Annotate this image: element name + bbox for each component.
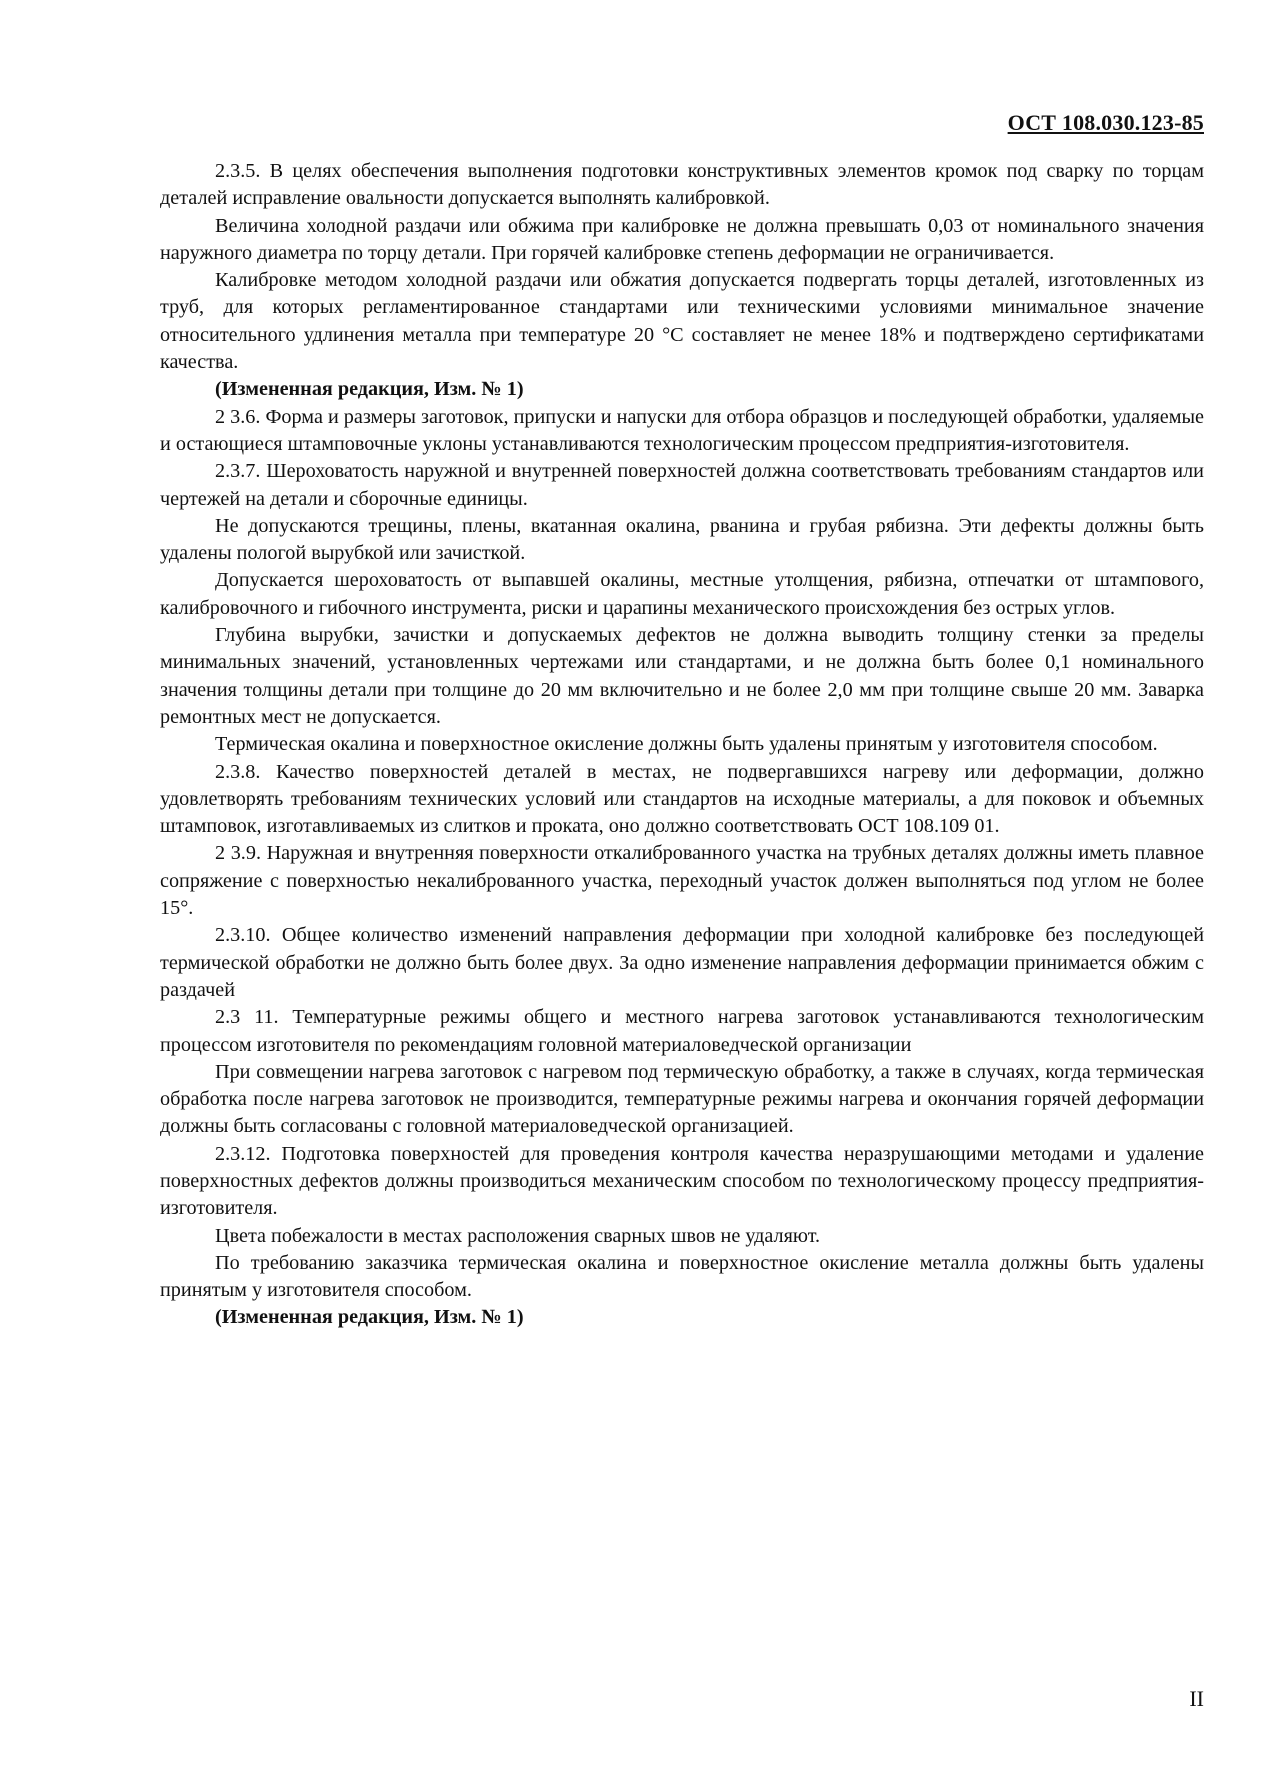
paragraph: 2 3.9. Наружная и внутренняя поверхности откалиброванного участка на трубных деталях должны иметь плавное сопряжение с поверхностью некалиброванного участка, переходный участок должен выполняться под углом не более 15°.: [160, 842, 1204, 920]
paragraph: 2.3.12. Подготовка поверхностей для проведения контроля качества неразрушающими методами и удаление поверхностных дефектов должны производиться механическим способом по технологическому процессу предприятия-изготовителя.: [160, 1142, 1204, 1220]
paragraph: По требованию заказчика термическая окалина и поверхностное окисление металла должны быть удалены принятым у изготовителя способом.: [160, 1251, 1204, 1302]
paragraph: Термическая окалина и поверхностное окисление должны быть удалены принятым у изготовителя способом.: [215, 733, 1158, 756]
paragraph: 2.3.7. Шероховатость наружной и внутренней поверхностей должна соответствовать требованиям стандартов или чертежей на детали и сборочные единицы.: [160, 460, 1204, 510]
paragraph: 2.3.10. Общее количество изменений направления деформации при холодной калибровке без последующей термической обработки не должно быть более двух. За одно изменение направления деформации принимается обжим с раздачей: [160, 924, 1204, 1001]
paragraph: Величина холодной раздачи или обжима при калибровке не должна превышать 0,03 от номинального значения наружного диаметра по торцу детали. При горячей калибровке степень деформации не ограничивается.: [160, 214, 1204, 264]
page-number: II: [1189, 1686, 1204, 1711]
paragraph: 2.3.8. Качество поверхностей деталей в местах, не подвергавшихся нагреву или деформации, должно удовлетворять требованиям технических условий или стандартов на исходные материалы, а для поковок и объемных штамповок, изготавливаемых из слитков и проката, оно должно соответствовать ОСТ 108.109 01.: [160, 760, 1204, 838]
amendment-note: (Измененная редакция, Изм. № 1): [215, 378, 524, 401]
paragraph: Не допускаются трещины, плены, вкатанная окалина, рванина и грубая рябизна. Эти дефекты должны быть удалены пологой вырубкой или зачисткой.: [160, 514, 1204, 565]
paragraph: 2.3 11. Температурные режимы общего и местного нагрева заготовок устанавливаются технологическим процессом изготовителя по рекомендациям головной материаловедческой организации: [160, 1006, 1204, 1056]
paragraph: При совмещении нагрева заготовок с нагревом под термическую обработку, а также в случаях, когда термическая обработка после нагрева заготовок не производится, температурные режимы нагрева и окончания горячей деформации должны быть согласованы с головной материаловедческой организацией.: [160, 1060, 1204, 1138]
document-code: ОСТ 108.030.123-85: [1007, 110, 1204, 135]
paragraph: Калибровке методом холодной раздачи или обжатия допускается подвергать торцы деталей, изготовленных из труб, для которых регламентированное стандартами или техническими условиями минимальное значение относительного удлинения металла при температуре 20 °С составляет не менее 18% и подтверждено сертификатами качества.: [160, 269, 1204, 374]
paragraph: Допускается шероховатость от выпавшей окалины, местные утолщения, рябизна, отпечатки от штампового, калибровочного и гибочного инструмента, риски и царапины механического происхождения без острых углов.: [160, 569, 1204, 619]
amendment-note: (Измененная редакция, Изм. № 1): [215, 1306, 524, 1329]
paragraph: Цвета побежалости в местах расположения сварных швов не удаляют.: [215, 1224, 821, 1247]
paragraph: 2.3.5. В целях обеспечения выполнения подготовки конструктивных элементов кромок под сварку по торцам деталей исправление овальности допускается выполнять калибровкой.: [160, 160, 1204, 210]
document-body: [160, 158, 1204, 1332]
paragraph: 2 3.6. Форма и размеры заготовок, припуски и напуски для отбора образцов и последующей обработки, удаляемые и остающиеся штамповочные уклоны устанавливаются технологическим процессом предприятия-изготовителя.: [160, 405, 1204, 455]
paragraph: Глубина вырубки, зачистки и допускаемых дефектов не должна выводить толщину стенки за пределы минимальных значений, установленных чертежами или стандартами, и не должна быть более 0,1 номинального значения толщины детали при толщине до 20 мм включительно и не более 2,0 мм при толщине свыше 20 мм. Заварка ремонтных мест не допускается.: [160, 624, 1204, 728]
